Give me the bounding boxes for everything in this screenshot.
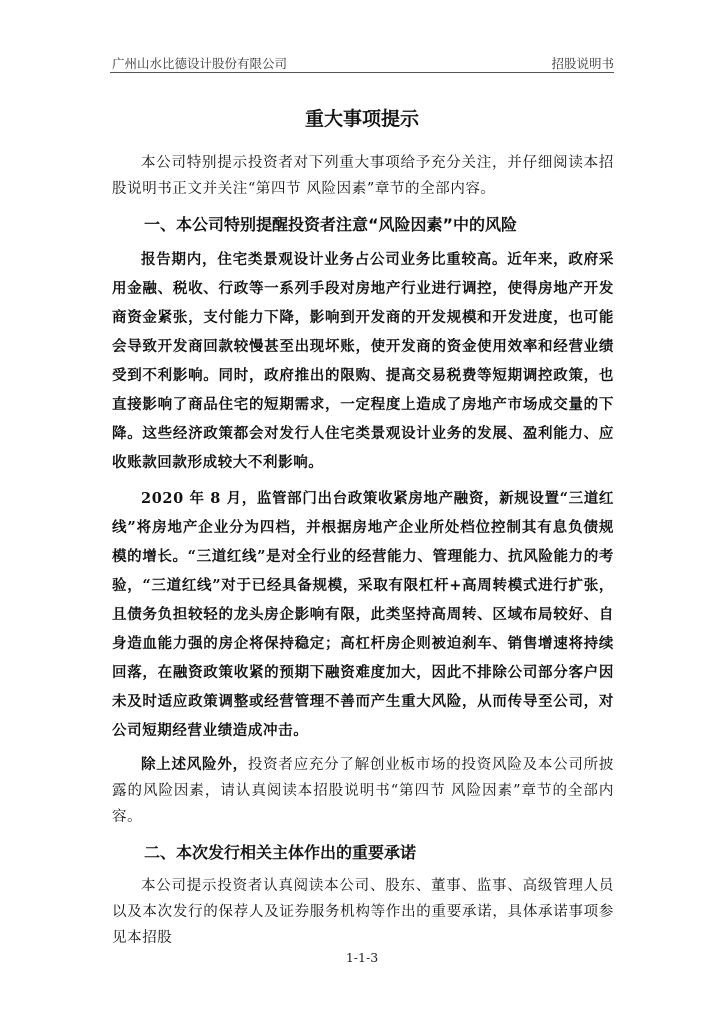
page-header [112, 54, 614, 72]
header-divider [110, 72, 614, 73]
document-body [112, 150, 614, 957]
section1-paragraph-2: 2020 年 8 月，监管部门出台政策收紧房地产融资，新规设置“三道红线”将房地产企业分为四档，并根据房地产企业所处档位控制其有息负债规模的增长。“三道红线”是对全行业的经营能力、管理能力、抗风险能力的考验，“三道红线”对于已经具备规模，采取有限杠杆+高周转模式进行扩张，且债务负担较轻的龙头房企影响有限，此类坚持高周转、区域布局较好、自身造血能力强的房企将保持稳定；高杠杆房企则被迫刹车、销售增速将持续回落，在融资政策收紧的预期下融资难度加大，因此不排除公司部分客户因未及时适应政策调整或经营管理不善而产生重大风险，从而传导至公司，对公司短期经营业绩造成冲击。 [112, 490, 614, 739]
section1-paragraph-1: 报告期内，住宅类景观设计业务占公司业务比重较高。近年来，政府采用金融、税收、行政等一系列手段对房地产行业进行调控，使得房地产开发商资金紧张，支付能力下降，影响到开发商的开发规模和开发进度，也可能会导致开发商回款较慢甚至出现坏账，使开发商的资金使用效率和经营业绩受到不利影响。同时，政府推出的限购、提高交易税费等短期调控政策，也直接影响了商品住宅的短期需求，一定程度上造成了房地产市场成交量的下降。这些经济政策都会对发行人住宅类景观设计业务的发展、盈利能力、应收账款回款形成较大不利影响。 [112, 251, 614, 471]
page-number: 1-1-3 [345, 950, 379, 965]
section1-heading: 一、本公司特别提醒投资者注意“风险因素”中的风险 [144, 215, 518, 234]
header-company: 广州山水比德设计股份有限公司 [112, 56, 288, 71]
intro-paragraph: 本公司特别提示投资者对下列重大事项给予充分关注，并仔细阅读本招股说明书正文并关注“第四节 风险因素”章节的全部内容。 [112, 155, 614, 197]
para3-bold-lead: 除上述风险外， [141, 756, 248, 773]
para3-text: 投资者应充分了解创业板市场的投资风险及本公司所披露的风险因素，请认真阅读本招股说明书“第四节 风险因素”章节的全部内容。 [112, 757, 614, 825]
section2-heading: 二、本次发行相关主体作出的重要承诺 [144, 843, 417, 862]
section1-paragraph-3 [112, 752, 614, 830]
section2-paragraph-1: 本公司提示投资者认真阅读本公司、股东、董事、监事、高级管理人员以及本次发行的保荐人及证券服务机构等作出的重要承诺，具体承诺事项参见本招股 [112, 878, 614, 946]
page-title: 重大事项提示 [304, 108, 419, 130]
header-doc-type: 招股说明书 [551, 56, 614, 71]
